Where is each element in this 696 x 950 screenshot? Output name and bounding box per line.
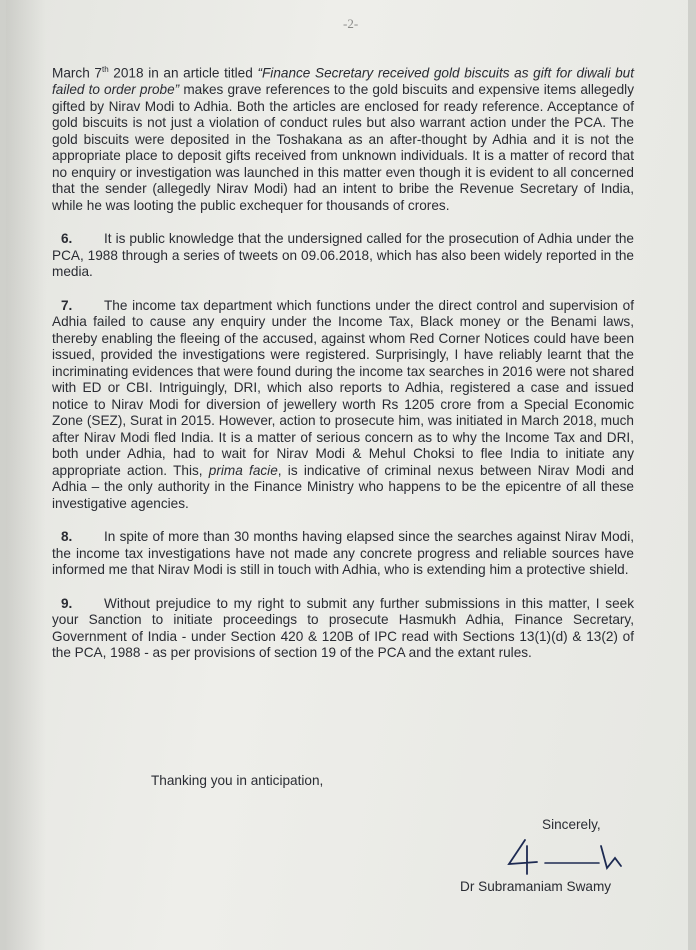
prima-facie: prima facie (208, 462, 278, 478)
article-title: “Finance Secretary received gold biscuits as gift for diwali but failed to order probe” (52, 65, 635, 98)
closing-line: Thanking you in anticipation, (151, 773, 324, 788)
intro-paragraph (52, 62, 634, 214)
paragraph-text-cont: , is indicative of criminal nexus between Nirav Modi and Adhia – the only authority in the Finance Ministry who happens to be the epicentre of all these investigative agencies. (52, 462, 634, 511)
intro-date: March 7 (52, 65, 102, 81)
signer-name: Dr Subramaniam Swamy (460, 879, 612, 894)
paragraph-8 (52, 529, 634, 579)
signature-icon (503, 836, 633, 876)
intro-rest: makes grave references to the gold biscuits and expensive items allegedly gifted by Nirav Modi to Adhia. Both the articles are enclosed for ready reference. Acceptance of gold biscuits is not just a violation of conduct rules but also warrant action under the PCA. The gold biscuits were deposited in the Toshakana as an after-thought by Adhia and it is not the appropriate place to deposit gifts received from unknown individuals. It is a matter of record that no enquiry or investigation was launched in this matter even though it is evident to all concerned that the sender (allegedly Nirav Modi) had an intent to bribe the Revenue Secretary of India, while he was looting the public exchequer for thousands of crores. (52, 82, 634, 213)
paragraph-text: It is public knowledge that the undersigned called for the prosecution of Adhia under the PCA, 1988 through a series of tweets on 09.06.2018, which has also been widely reported in the media. (52, 231, 634, 280)
paragraph-6 (52, 231, 634, 281)
paragraph-text: Without prejudice to my right to submit any further submissions in this matter, I seek your Sanction to initiate proceedings to prosecute Hasmukh Adhia, Finance Secretary, Government of India - under Section 420 & 120B of IPC read with Sections 13(1)(d) & 13(2) of the PCA, 1988 - as per provisions of section 19 of the PCA and the extant rules. (52, 595, 634, 661)
paragraph-number: 6. (61, 231, 73, 247)
paragraph-number: 7. (61, 297, 73, 313)
letter-page (6, 0, 688, 950)
paragraph-number: 9. (61, 595, 73, 611)
paragraph-text: The income tax department which functions under the direct control and supervision of Adhia failed to cause any enquiry under the Income Tax, Black money or the Benami laws, thereby enabling the fleeing of the accused, against whom Red Corner Notices could have been issued, provided the investigations were registered. Surprisingly, I have reliably learnt that the incriminating evidences that were found during the income tax searches in 2016 were not shared with ED or CBI. Intriguingly, DRI, which also reports to Adhia, registered a case and issued notice to Nirav Modi for diversion of jewellery worth Rs 1205 crore from a Special Economic Zone (SEZ), Surat in 2015. However, action to prosecute him, was initiated in March 2018, much after Nirav Modi fled India. It is a matter of serious concern as to why the Income Tax and DRI, both under Adhia, had to wait for Nirav Modi & Mehul Choksi to flee India to initiate any appropriate action. This, (52, 297, 634, 478)
letter-body (52, 62, 634, 679)
paragraph-text: In spite of more than 30 months having elapsed since the searches against Nirav Modi, the income tax investigations have not made any concrete progress and reliable sources have informed me that Nirav Modi is still in touch with Adhia, who is extending him a protective shield. (52, 529, 634, 578)
paragraph-7 (52, 298, 634, 513)
paragraph-9 (52, 596, 634, 662)
page-shadow (6, 0, 46, 950)
intro-date-suffix: th (101, 65, 109, 74)
sign-off: Sincerely, (542, 817, 601, 832)
paragraph-number: 8. (61, 529, 73, 545)
intro-mid: 2018 in an article titled (108, 65, 258, 81)
page-number: -2- (343, 16, 359, 31)
